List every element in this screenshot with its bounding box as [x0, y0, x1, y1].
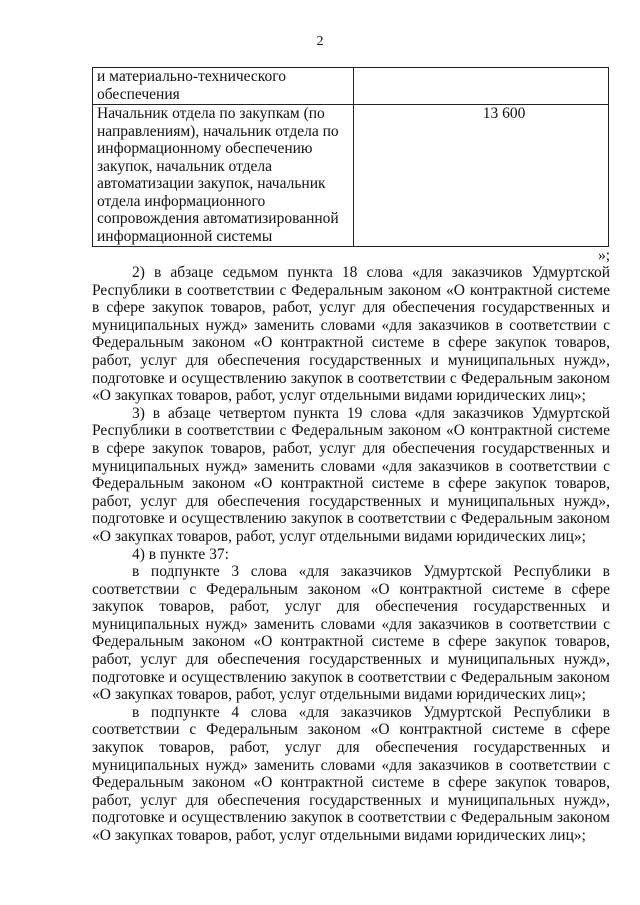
amount-value: 13 600 [482, 105, 526, 122]
position-cell: Начальник отдела по закупкам (по направлениям), начальник отдела по информационному обеспечению закупок, начальник отдела автоматизации закупок, начальник отдела информационного сопровождения автоматизированной информационной системы [93, 105, 354, 247]
amount-cell [354, 68, 609, 105]
position-cell: и материально-технического обеспечения [93, 68, 354, 105]
document-body [92, 264, 610, 845]
paragraph-item-3: 3) в абзаце четвертом пункта 19 слова «для заказчиков Удмуртской Республики в соответствии с Федеральным законом «О контрактной системе в сфере закупок товаров, работ, услуг для обеспечения государственных и муниципальных нужд» заменить словами «для заказчиков в соответствии с Федеральным законом «О контрактной системе в сфере закупок товаров, работ, услуг для обеспечения государственных и муниципальных нужд», подготовке и осуществлению закупок в соответствии с Федеральным законом «О закупках товаров, работ, услуг отдельными видами юридических лиц»; [92, 404, 610, 545]
paragraph-subitem-4: в подпункте 4 слова «для заказчиков Удмуртской Республики в соответствии с Федеральным законом «О контрактной системе в сфере закупок товаров, работ, услуг для обеспечения государственных и муниципальных нужд» заменить словами «для заказчиков в соответствии с Федеральным законом «О контрактной системе в сфере закупок товаров, работ, услуг для обеспечения государственных и муниципальных нужд», подготовке и осуществлению закупок в соответствии с Федеральным законом «О закупках товаров, работ, услуг отдельными видами юридических лиц»; [92, 703, 610, 844]
paragraph-subitem-3: в подпункте 3 слова «для заказчиков Удмуртской Республики в соответствии с Федеральным законом «О контрактной системе в сфере закупок товаров, работ, услуг для обеспечения государственных и муниципальных нужд» заменить словами «для заказчиков в соответствии с Федеральным законом «О контрактной системе в сфере закупок товаров, работ, услуг для обеспечения государственных и муниципальных нужд», подготовке и осуществлению закупок в соответствии с Федеральным законом «О закупках товаров, работ, услуг отдельными видами юридических лиц»; [92, 563, 610, 704]
salary-table [92, 67, 609, 247]
paragraph-item-2: 2) в абзаце седьмом пункта 18 слова «для заказчиков Удмуртской Республики в соответствии с Федеральным законом «О контрактной системе в сфере закупок товаров, работ, услуг для обеспечения государственных и муниципальных нужд» заменить словами «для заказчиков в соответствии с Федеральным законом «О контрактной системе в сфере закупок товаров, работ, услуг для обеспечения государственных и муниципальных нужд», подготовке и осуществлению закупок в соответствии с Федеральным законом «О закупках товаров, работ, услуг отдельными видами юридических лиц»; [92, 264, 610, 405]
amount-cell [354, 105, 609, 247]
table-row [93, 68, 609, 105]
paragraph-item-4: 4) в пункте 37: [132, 545, 229, 563]
table-row [93, 105, 609, 247]
page-number: 2 [316, 34, 324, 49]
table-closing-quote: »; [597, 247, 610, 264]
